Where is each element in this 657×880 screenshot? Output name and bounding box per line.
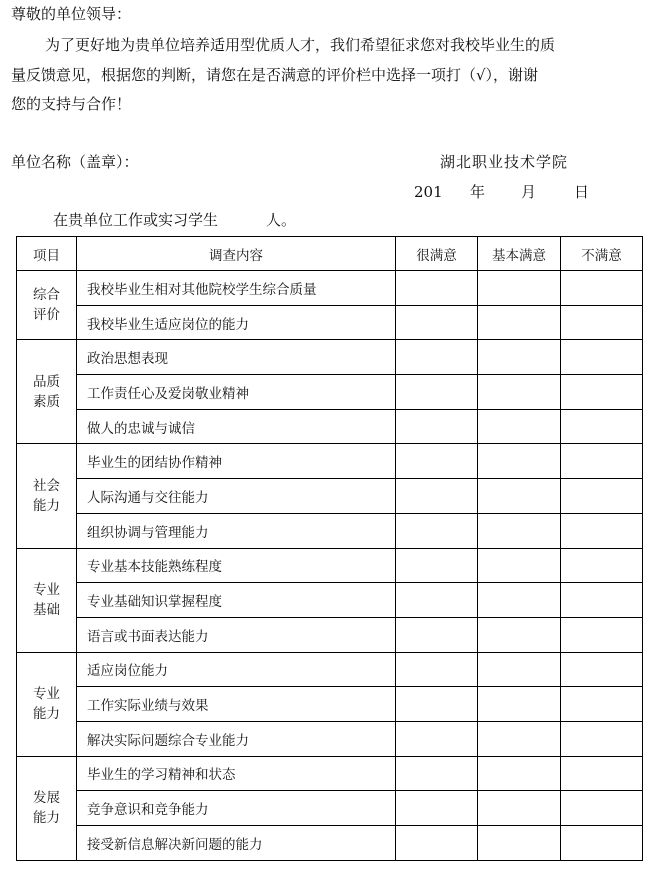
rating-cell-unsatisfied[interactable] xyxy=(561,756,643,791)
table-row xyxy=(17,513,643,548)
survey-item: 人际沟通与交往能力 xyxy=(77,479,396,514)
table-row xyxy=(17,791,643,826)
category-label: 社会 xyxy=(33,477,60,494)
rating-cell-unsatisfied[interactable] xyxy=(561,652,643,687)
category-label: 能力 xyxy=(33,706,60,723)
rating-cell-unsatisfied[interactable] xyxy=(561,687,643,722)
student-count-prefix: 在贵单位工作或实习学生 xyxy=(53,211,219,229)
rating-cell-basically-satisfied[interactable] xyxy=(478,340,561,375)
rating-cell-basically-satisfied[interactable] xyxy=(478,513,561,548)
table-row xyxy=(17,305,643,340)
rating-cell-very-satisfied[interactable] xyxy=(396,548,478,583)
rating-cell-very-satisfied[interactable] xyxy=(396,583,478,618)
survey-table xyxy=(16,236,643,861)
survey-item: 工作实际业绩与效果 xyxy=(77,687,396,722)
intro-line-3: 您的支持与合作！ xyxy=(11,95,132,113)
category-label: 专业 xyxy=(33,686,60,703)
table-row xyxy=(17,271,643,306)
survey-item: 专业基本技能熟练程度 xyxy=(77,548,396,583)
header-content: 调查内容 xyxy=(77,237,396,271)
rating-cell-unsatisfied[interactable] xyxy=(561,444,643,479)
table-row xyxy=(17,375,643,410)
table-row xyxy=(17,548,643,583)
table-row xyxy=(17,340,643,375)
date-year: 201 xyxy=(414,183,443,201)
rating-cell-basically-satisfied[interactable] xyxy=(478,375,561,410)
rating-cell-unsatisfied[interactable] xyxy=(561,479,643,514)
rating-cell-basically-satisfied[interactable] xyxy=(478,721,561,756)
category-label: 品质 xyxy=(33,373,60,390)
survey-item: 毕业生的团结协作精神 xyxy=(77,444,396,479)
header-category: 项目 xyxy=(17,237,77,271)
table-row xyxy=(17,479,643,514)
rating-cell-basically-satisfied[interactable] xyxy=(478,444,561,479)
survey-item: 语言或书面表达能力 xyxy=(77,617,396,652)
table-row xyxy=(17,826,643,861)
table-row xyxy=(17,687,643,722)
table-row xyxy=(17,756,643,791)
date-year-label: 年 xyxy=(470,183,486,201)
survey-item: 适应岗位能力 xyxy=(77,652,396,687)
school-name: 湖北职业技术学院 xyxy=(440,153,569,171)
survey-item: 我校毕业生相对其他院校学生综合质量 xyxy=(77,271,396,306)
rating-cell-unsatisfied[interactable] xyxy=(561,583,643,618)
rating-cell-very-satisfied[interactable] xyxy=(396,513,478,548)
category-cell xyxy=(17,271,77,340)
table-row xyxy=(17,409,643,444)
rating-cell-basically-satisfied[interactable] xyxy=(478,652,561,687)
rating-cell-very-satisfied[interactable] xyxy=(396,721,478,756)
date-month-label: 月 xyxy=(521,183,537,201)
header-unsatisfied: 不满意 xyxy=(561,237,643,271)
student-count-suffix: 人。 xyxy=(266,211,297,229)
rating-cell-unsatisfied[interactable] xyxy=(561,375,643,410)
category-label: 发展 xyxy=(33,790,60,807)
rating-cell-unsatisfied[interactable] xyxy=(561,721,643,756)
survey-body xyxy=(17,271,643,861)
rating-cell-very-satisfied[interactable] xyxy=(396,479,478,514)
rating-cell-very-satisfied[interactable] xyxy=(396,791,478,826)
rating-cell-very-satisfied[interactable] xyxy=(396,375,478,410)
rating-cell-basically-satisfied[interactable] xyxy=(478,479,561,514)
header-very-satisfied: 很满意 xyxy=(396,237,478,271)
survey-item: 毕业生的学习精神和状态 xyxy=(77,756,396,791)
category-cell xyxy=(17,340,77,444)
rating-cell-basically-satisfied[interactable] xyxy=(478,791,561,826)
date-day-label: 日 xyxy=(574,183,590,201)
rating-cell-unsatisfied[interactable] xyxy=(561,305,643,340)
table-row xyxy=(17,617,643,652)
rating-cell-very-satisfied[interactable] xyxy=(396,340,478,375)
category-label: 能力 xyxy=(33,810,60,827)
category-label: 能力 xyxy=(33,497,60,514)
rating-cell-unsatisfied[interactable] xyxy=(561,826,643,861)
rating-cell-very-satisfied[interactable] xyxy=(396,687,478,722)
intro-line-1: 为了更好地为贵单位培养适用型优质人才，我们希望征求您对我校毕业生的质 xyxy=(45,36,556,54)
survey-item: 解决实际问题综合专业能力 xyxy=(77,721,396,756)
category-cell xyxy=(17,548,77,652)
survey-item: 我校毕业生适应岗位的能力 xyxy=(77,305,396,340)
rating-cell-unsatisfied[interactable] xyxy=(561,340,643,375)
survey-item: 接受新信息解决新问题的能力 xyxy=(77,826,396,861)
rating-cell-unsatisfied[interactable] xyxy=(561,513,643,548)
table-row xyxy=(17,444,643,479)
survey-item: 政治思想表现 xyxy=(77,340,396,375)
category-label: 评价 xyxy=(33,307,60,324)
rating-cell-very-satisfied[interactable] xyxy=(396,444,478,479)
survey-item: 做人的忠诚与诚信 xyxy=(77,409,396,444)
rating-cell-basically-satisfied[interactable] xyxy=(478,583,561,618)
header-basically-satisfied: 基本满意 xyxy=(478,237,561,271)
rating-cell-basically-satisfied[interactable] xyxy=(478,756,561,791)
category-label: 素质 xyxy=(33,393,60,410)
rating-cell-unsatisfied[interactable] xyxy=(561,271,643,306)
rating-cell-basically-satisfied[interactable] xyxy=(478,305,561,340)
rating-cell-basically-satisfied[interactable] xyxy=(478,271,561,306)
greeting: 尊敬的单位领导： xyxy=(11,5,132,23)
table-row xyxy=(17,652,643,687)
rating-cell-basically-satisfied[interactable] xyxy=(478,826,561,861)
rating-cell-basically-satisfied[interactable] xyxy=(478,409,561,444)
rating-cell-unsatisfied[interactable] xyxy=(561,409,643,444)
category-cell xyxy=(17,444,77,548)
category-cell xyxy=(17,756,77,860)
table-row xyxy=(17,721,643,756)
rating-cell-basically-satisfied[interactable] xyxy=(478,617,561,652)
rating-cell-very-satisfied[interactable] xyxy=(396,409,478,444)
rating-cell-basically-satisfied[interactable] xyxy=(478,548,561,583)
rating-cell-unsatisfied[interactable] xyxy=(561,617,643,652)
survey-item: 竞争意识和竞争能力 xyxy=(77,791,396,826)
intro-line-2: 量反馈意见，根据您的判断，请您在是否满意的评价栏中选择一项打（√），谢谢 xyxy=(11,66,539,84)
student-count-line xyxy=(53,210,296,230)
table-header-row xyxy=(17,237,643,271)
rating-cell-very-satisfied[interactable] xyxy=(396,652,478,687)
category-label: 专业 xyxy=(33,582,60,599)
rating-cell-very-satisfied[interactable] xyxy=(396,617,478,652)
unit-name-label: 单位名称（盖章）： xyxy=(11,153,139,171)
rating-cell-basically-satisfied[interactable] xyxy=(478,687,561,722)
rating-cell-very-satisfied[interactable] xyxy=(396,756,478,791)
rating-cell-very-satisfied[interactable] xyxy=(396,271,478,306)
rating-cell-very-satisfied[interactable] xyxy=(396,305,478,340)
rating-cell-unsatisfied[interactable] xyxy=(561,791,643,826)
rating-cell-very-satisfied[interactable] xyxy=(396,826,478,861)
survey-item: 专业基础知识掌握程度 xyxy=(77,583,396,618)
category-label: 基础 xyxy=(33,602,60,619)
rating-cell-unsatisfied[interactable] xyxy=(561,548,643,583)
category-cell xyxy=(17,652,77,756)
category-label: 综合 xyxy=(33,287,60,304)
table-row xyxy=(17,583,643,618)
survey-item: 组织协调与管理能力 xyxy=(77,513,396,548)
survey-item: 工作责任心及爱岗敬业精神 xyxy=(77,375,396,410)
